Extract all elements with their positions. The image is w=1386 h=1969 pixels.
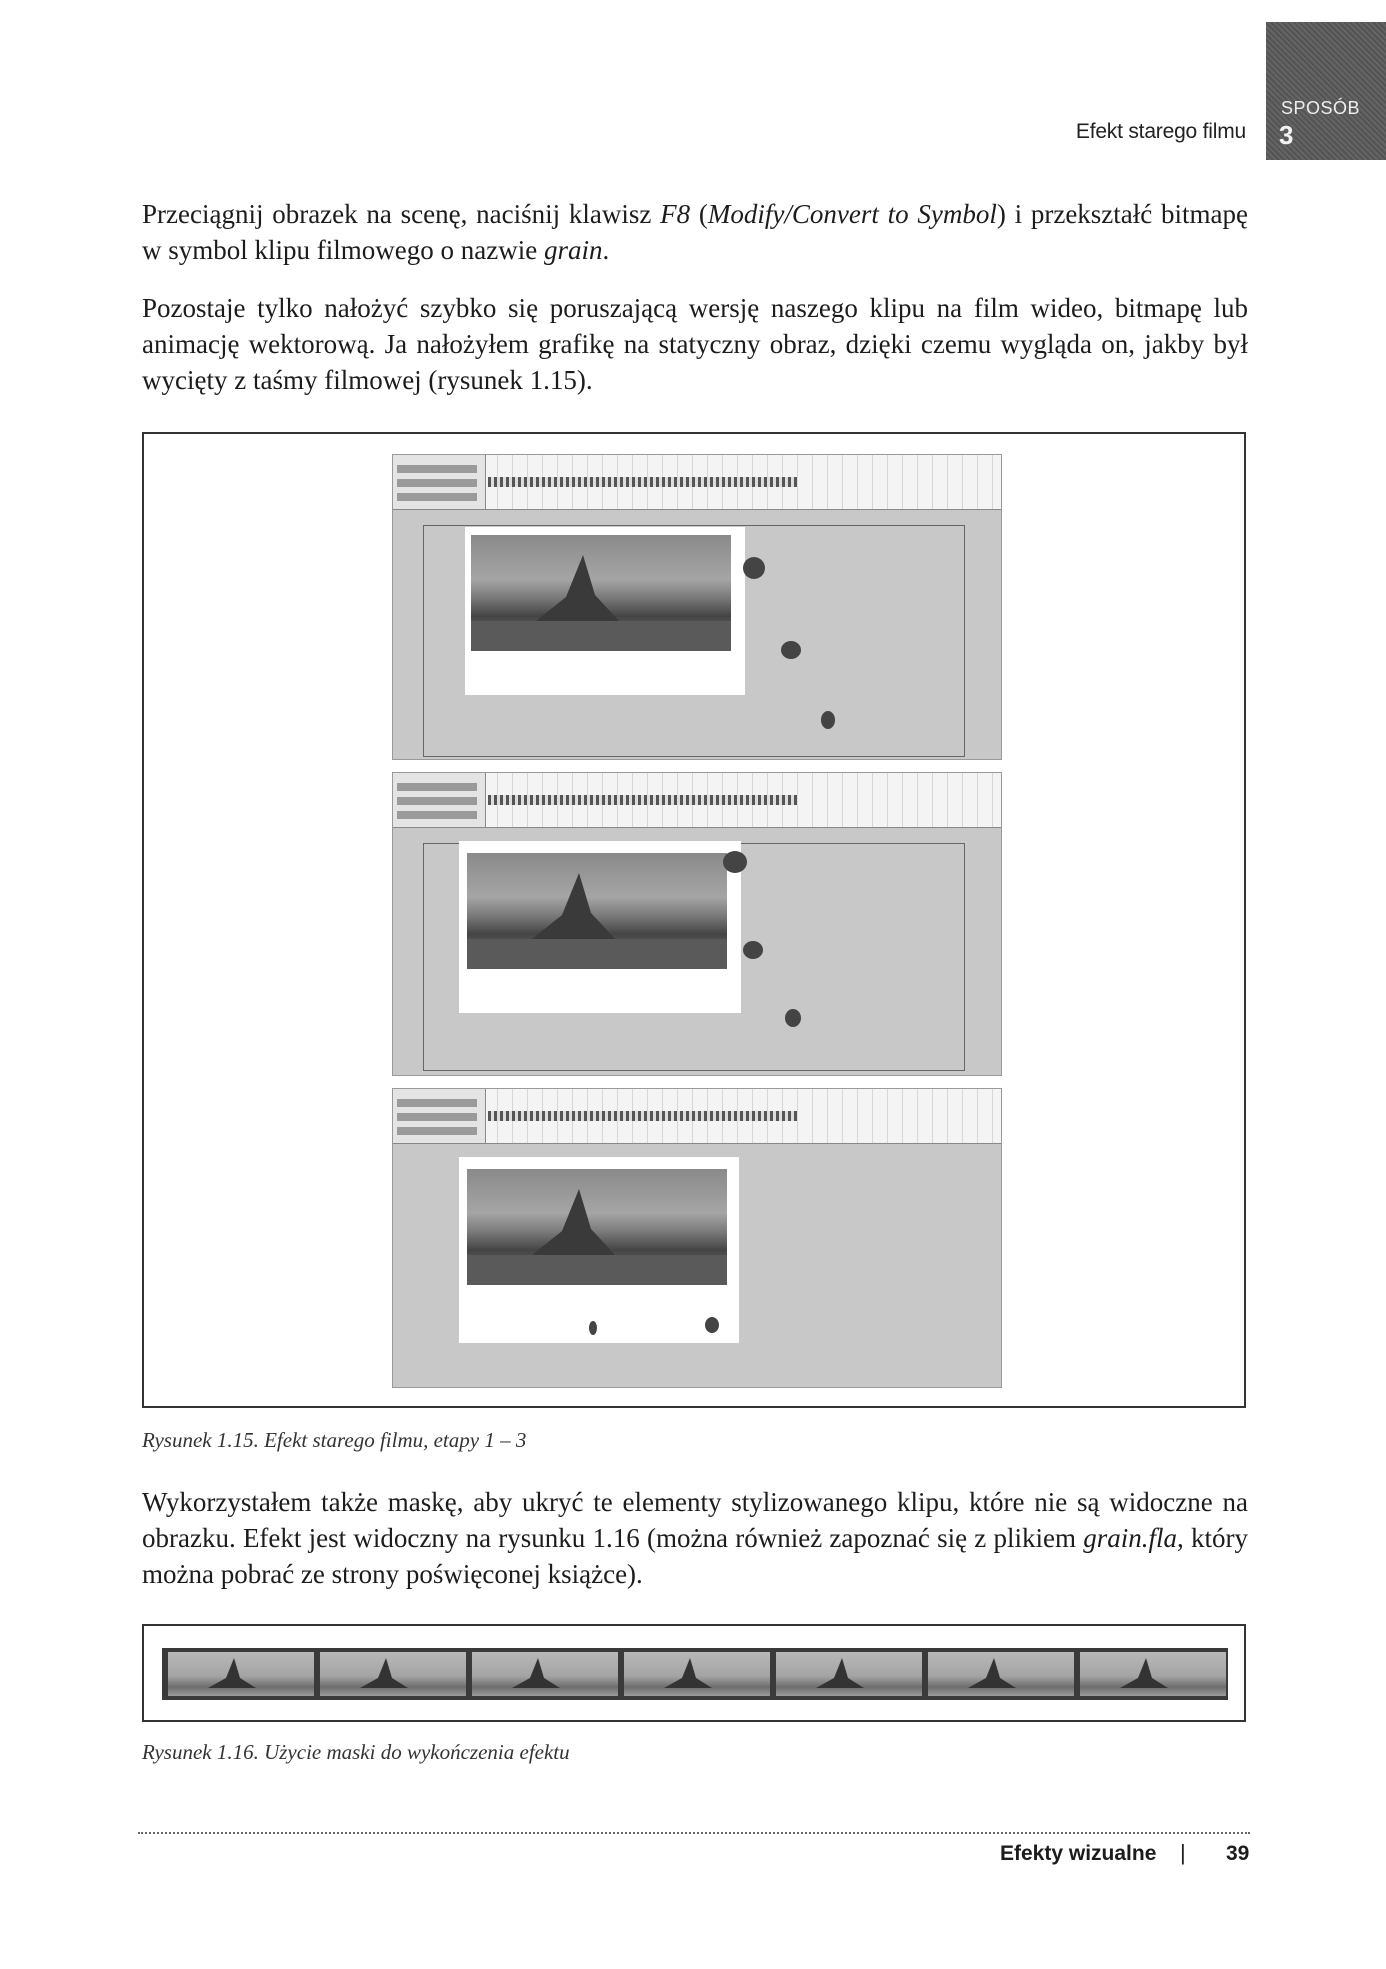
figure-stage-3-screenshot [392, 1088, 1002, 1388]
film-frame [624, 1652, 770, 1696]
timeline-panel [393, 773, 1001, 828]
film-frame [1080, 1652, 1226, 1696]
figure-1-15-caption: Rysunek 1.15. Efekt starego filmu, etapy 1 – 3 [142, 1428, 527, 1452]
timeline-panel [393, 455, 1001, 510]
mountain-photo [471, 535, 731, 651]
figure-stage-1-screenshot [392, 454, 1002, 760]
figure-1-16-caption: Rysunek 1.16. Użycie maski do wykończenia efektu [142, 1740, 570, 1764]
figure-stage-2-screenshot [392, 772, 1002, 1076]
paragraph-2: Pozostaje tylko nałożyć szybko się poruszającą wersję naszego klipu na film wideo, bitmapę lub animację wektorową. Ja nałożyłem grafikę na statyczny obraz, dzięki czemu wygląda on, jakby był wycięty z taśmy filmowej (rysunek 1.15). [142, 293, 1248, 395]
mountain-photo [467, 1169, 727, 1285]
film-frame [320, 1652, 466, 1696]
figure-1-16 [142, 1624, 1246, 1722]
timeline-panel [393, 1089, 1001, 1144]
paragraph-1: Przeciągnij obrazek na scenę, naciśnij klawisz F8 (Modify/Convert to Symbol) i przekształć bitmapę w symbol klipu filmowego o nazwie grain. [142, 199, 1248, 265]
film-frame [168, 1652, 314, 1696]
film-frame [776, 1652, 922, 1696]
footer-chapter: Efekty wizualne [1000, 1842, 1157, 1865]
film-frame [928, 1652, 1074, 1696]
mountain-photo [467, 853, 727, 969]
page-number: 39 [1226, 1842, 1250, 1865]
paragraph-3: Wykorzystałem także maskę, aby ukryć te elementy stylizowanego klipu, które nie są widoczne na obrazku. Efekt jest widoczny na rysunku 1.16 (można również zapoznać się z plikiem grain.fla, który można pobrać ze strony poświęconej książce). [142, 1487, 1248, 1589]
section-tab-word: SPOSÓB [1281, 98, 1361, 118]
footer-rule [138, 1832, 1250, 1834]
section-tab-number: 3 [1279, 120, 1294, 150]
film-strip [162, 1648, 1228, 1700]
running-title: Efekt starego filmu [1075, 120, 1246, 143]
footer-separator: | [1180, 1840, 1186, 1865]
film-frame [472, 1652, 618, 1696]
figure-1-15 [142, 432, 1246, 1408]
